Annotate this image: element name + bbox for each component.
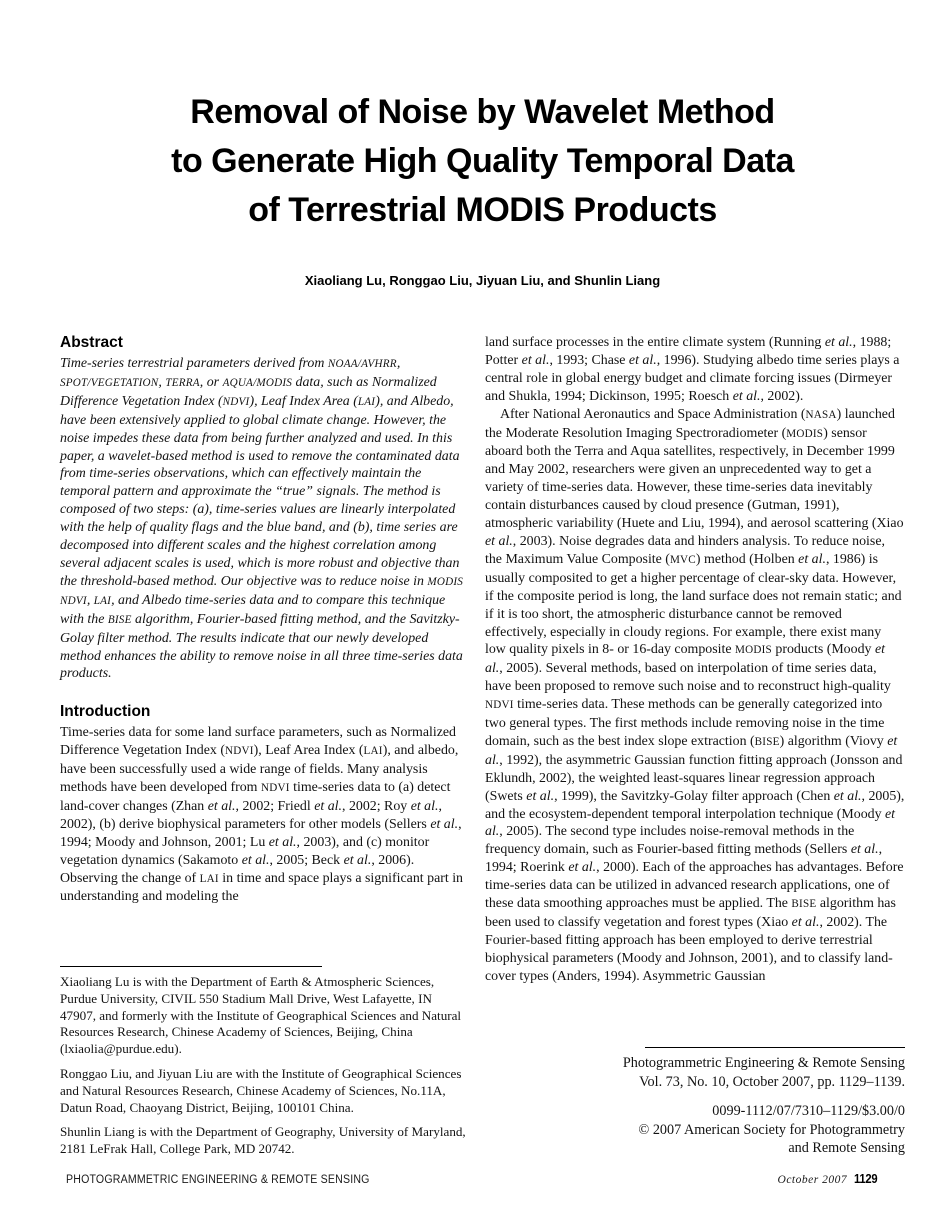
title-line-2: to Generate High Quality Temporal Data xyxy=(171,142,794,180)
footer-page-number: 1129 xyxy=(854,1172,878,1186)
abstract-body: Time-series terrestrial parameters derived from NOAA/AVHRR, SPOT/VEGETATION, TERRA, or AQUA/MODIS data, such as Normalized Difference Vegetation Index (NDVI), Leaf Index Area (LAI), and Albedo, have been extensively applied to global climate change. However, the noise impedes these data from being further analyzed and used. In this paper, a wavelet-based method is used to remove the contaminated data from time-series observations, which can effectively maintain the temporal pattern and approximate the “true” signals. The method is composed of two steps: (a), time-series values are linearly interpolated with the help of quality flags and the blue band, and (b), time series are decomposed into different scales and the highest correlation among several adjacent scales is used, which is more robust and objective than the threshold-based method. Our objective was to reduce noise in MODIS NDVI, LAI, and Albedo time-series data and to compare this technique with the BISE algorithm, Fourier-based fitting method, and the Savitzky-Golay filter method. The results indicate that our newly developed method enhances the ability to remove noise in all three time-series data products. xyxy=(60,356,464,682)
footer-journal-name: PHOTOGRAMMETRIC ENGINEERING & REMOTE SENSING xyxy=(66,1174,370,1186)
title-line-1: Removal of Noise by Wavelet Method xyxy=(190,93,775,131)
journal-name: Photogrammetric Engineering & Remote Sensing xyxy=(622,1055,905,1072)
left-column xyxy=(60,334,470,1158)
abstract-heading: Abstract xyxy=(60,334,123,351)
footnote-rule xyxy=(60,966,322,967)
page-footer xyxy=(66,1172,880,1186)
footnote-affiliation-1: Xiaoliang Lu is with the Department of Earth & Atmospheric Sciences, Purdue University, CIVIL 550 Stadium Mall Drive, West Lafayette, IN 47907, and formerly with the Institute of Geographical Sciences and Natural Resources Research, Chinese Academy of Sciences, Beijing, China (lxiaolia@purdue.edu). xyxy=(60,974,462,1057)
footer-right-group xyxy=(778,1172,880,1186)
page-content xyxy=(60,0,905,1158)
footnote-affiliation-3: Shunlin Liang is with the Department of Geography, University of Maryland, 2181 LeFrak Hall, College Park, MD 20742. xyxy=(60,1124,466,1157)
footer-issue-date: October 2007 xyxy=(777,1174,848,1186)
page-title xyxy=(60,88,905,235)
title-line-3: of Terrestrial MODIS Products xyxy=(248,191,717,229)
journal-citation-rule xyxy=(645,1047,905,1048)
author-affiliation-footnotes xyxy=(60,966,470,1158)
body-paragraph-2: After National Aeronautics and Space Administration (NASA) launched the Moderate Resolution Imaging Spectroradiometer (MODIS) sensor aboard both the Terra and Aqua satellites, respectively, in December 1999 and May 2002, researchers were given an unprecedented way to get a variety of time-series data. However, these time-series data inevitably contain disturbances caused by cloud presence (Gutman, 1991), atmospheric variability (Huete and Liu, 1994), and aerosol scattering (Xiao et al., 2003). Noise degrades data and hinders analysis. To reduce noise, the Maximum Value Composite (MVC) method (Holben et al., 1986) is usually composited to get a higher percentage of clear-sky data. However, if the composite period is long, the land surface does not remain static; and if it is too short, the atmospheric disturbance cannot be removed effectively, especially in cloudy regions. For example, there exist many low quality pixels in 8- or 16-day composite MODIS products (Moody et al., 2005). Several methods, based on interpolation of time series data, have been proposed to remove such noise and to reconstruct high-quality NDVI time-series data. These methods can be generally categorized into two general types. The first methods include removing noise in the time domain, such as the best index slope extraction (BISE) algorithm (Viovy et al., 1992), the asymmetric Gaussian function fitting approach (Jonsson and Eklundh, 2002), the weighted least-squares linear regression approach (Swets et al., 1999), the Savitzky-Golay filter approach (Chen et al., 2005), and the ecosystem-dependent temporal interpolation technique (Moody et al., 2005). The second type includes noise-removal methods in the frequency domain, such as Fourier-based fitting methods (Sellers et al., 1994; Roerink et al., 2000). Each of the approaches has advantages. Before time-series data can be utilized in advanced research applications, one of these data smoothing approaches must be applied. The BISE algorithm has been used to classify vegetation and forest types (Xiao et al., 2002). The Fourier-based fitting approach has been employed to derive terrestrial biophysical parameters (Moody and Johnson, 2001), and to classify land-cover types (Anders, 1994). Asymmetric Gaussian xyxy=(485,406,905,984)
footnote-affiliation-2: Ronggao Liu, and Jiyuan Liu are with the Institute of Geographical Sciences and Natural Resources Research, Chinese Academy of Sciences, No.11A, Datun Road, Chaoyang District, Beijing, 100101 China. xyxy=(60,1066,462,1115)
journal-issue: Vol. 73, No. 10, October 2007, pp. 1129–1139. xyxy=(639,1073,905,1090)
authors-line: Xiaoliang Lu, Ronggao Liu, Jiyuan Liu, and Shunlin Liang xyxy=(304,273,661,288)
journal-copyright-2: and Remote Sensing xyxy=(788,1140,905,1157)
introduction-paragraph: Time-series data for some land surface parameters, such as Normalized Difference Vegetation Index (NDVI), Leaf Area Index (LAI), and albedo, have been successfully used a wide range of fields. Many analysis methods have been developed from NDVI time-series data to (a) detect land-cover changes (Zhan et al., 2002; Friedl et al., 2002; Roy et al., 2002), (b) derive biophysical parameters for other models (Sellers et al., 1994; Moody and Johnson, 2001; Lu et al., 2003), and (c) monitor vegetation dynamics (Sakamoto et al., 2005; Beck et al., 2006). Observing the change of LAI in time and space plays a significant part in understanding and modeling the xyxy=(60,725,463,905)
journal-copyright-1: © 2007 American Society for Photogrammetry xyxy=(638,1121,905,1138)
introduction-heading: Introduction xyxy=(60,703,151,721)
right-column xyxy=(485,334,905,1158)
two-column-body xyxy=(60,334,905,1158)
journal-issue-group xyxy=(485,1054,905,1091)
journal-issn-price: 0099-1112/07/7310–1129/$3.00/0 xyxy=(712,1103,905,1120)
journal-citation-block xyxy=(485,1047,905,1158)
body-paragraph-continued: land surface processes in the entire climate system (Running et al., 1988; Potter et al., 1993; Chase et al., 1996). Studying albedo time series plays a central role in global energy budget and climate forcing issues (Dirmeyer and Shukla, 1994; Dickinson, 1995; Roesch et al., 2002). xyxy=(485,335,900,404)
